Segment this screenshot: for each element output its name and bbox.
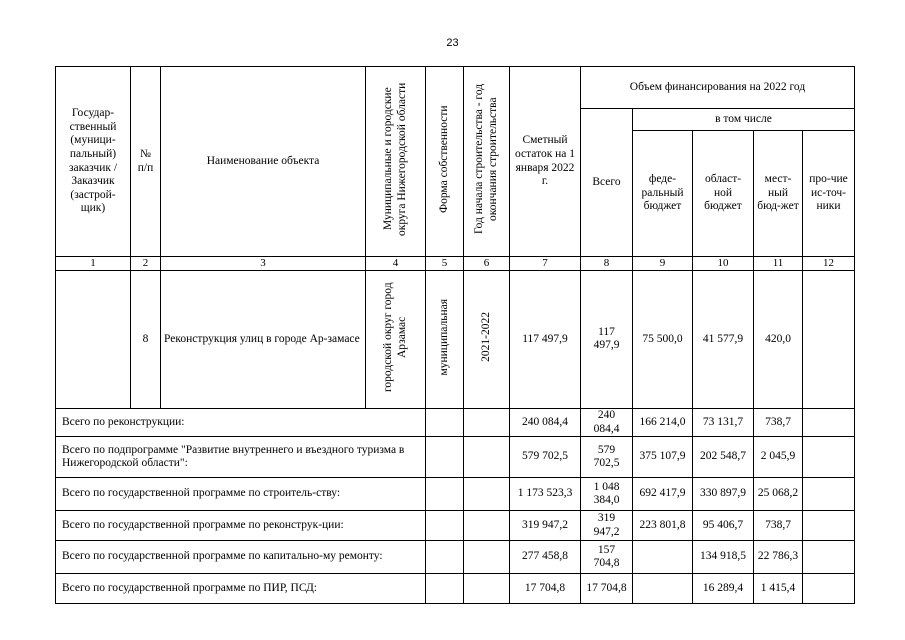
summary-label: Всего по реконструкции: [56, 408, 426, 436]
object-ownership [426, 270, 464, 408]
object-municipality [366, 270, 426, 408]
col-num-12: 12 [803, 257, 855, 271]
object-ownership-text: муниципальная [437, 298, 450, 376]
summary-label: Всего по государственной программе по капитально-му ремонту: [56, 541, 426, 574]
page-number: 23 [446, 37, 459, 49]
object-estimate-balance: 117 497,9 [510, 270, 581, 408]
col-num-1: 1 [56, 257, 131, 271]
summary-local: 738,7 [754, 408, 803, 436]
summary-federal: 166 214,0 [633, 408, 693, 436]
object-name: Реконструкция улиц в городе Ар-замасе [161, 270, 366, 408]
summary-estimate-balance: 277 458,8 [510, 541, 581, 574]
summary-other [803, 408, 855, 436]
summary-label: Всего по подпрограмме "Развитие внутреннего и въездного туризма в Нижегородской области": [56, 437, 426, 478]
summary-row [56, 541, 855, 574]
header-ownership [426, 67, 464, 257]
summary-empty-cell [426, 408, 464, 436]
object-total: 117 497,9 [581, 270, 633, 408]
summary-total: 17 704,8 [581, 574, 633, 604]
summary-regional: 330 897,9 [693, 478, 754, 511]
object-num: 8 [131, 270, 161, 408]
summary-other [803, 541, 855, 574]
header-years-text: Год начала строительства - год окончания строительства [472, 84, 499, 235]
col-num-2: 2 [131, 257, 161, 271]
header-regional: област-ной бюджет [693, 131, 754, 257]
object-local: 420,0 [754, 270, 803, 408]
summary-estimate-balance: 1 173 523,3 [510, 478, 581, 511]
summary-empty-cell [426, 511, 464, 541]
header-including: в том числе [633, 109, 855, 131]
summary-regional: 73 131,7 [693, 408, 754, 436]
summary-other [803, 437, 855, 478]
summary-local: 1 415,4 [754, 574, 803, 604]
header-total: Всего [581, 109, 633, 257]
header-other: про-чие ис-точ-ники [803, 131, 855, 257]
summary-regional: 95 406,7 [693, 511, 754, 541]
budget-table [55, 66, 855, 604]
summary-estimate-balance: 579 702,5 [510, 437, 581, 478]
summary-label: Всего по государственной программе по реконструк-ции: [56, 511, 426, 541]
summary-row [56, 511, 855, 541]
header-municipality-text: Муниципальные и городские округа Нижегородской области [381, 82, 408, 236]
summary-label: Всего по государственной программе по ПИР, ПСД: [56, 574, 426, 604]
summary-empty-cell [464, 437, 510, 478]
object-municipality-text: городской округ город Арзамас [381, 282, 408, 392]
summary-local: 22 786,3 [754, 541, 803, 574]
col-num-8: 8 [581, 257, 633, 271]
summary-row [56, 574, 855, 604]
summary-estimate-balance: 240 084,4 [510, 408, 581, 436]
col-num-3: 3 [161, 257, 366, 271]
summary-row [56, 437, 855, 478]
summary-other [803, 511, 855, 541]
col-num-10: 10 [693, 257, 754, 271]
summary-empty-cell [464, 408, 510, 436]
summary-other [803, 478, 855, 511]
summary-total: 1 048 384,0 [581, 478, 633, 511]
header-customer: Государ-ственный (муници-пальный) заказчик / Заказчик (застрой-щик) [56, 67, 131, 257]
summary-federal [633, 574, 693, 604]
object-customer [56, 270, 131, 408]
summary-other [803, 574, 855, 604]
summary-total: 157 704,8 [581, 541, 633, 574]
summary-row [56, 478, 855, 511]
summary-federal [633, 541, 693, 574]
summary-regional: 202 548,7 [693, 437, 754, 478]
summary-empty-cell [426, 478, 464, 511]
summary-empty-cell [426, 574, 464, 604]
header-estimate-balance: Сметный остаток на 1 января 2022 г. [510, 67, 581, 257]
summary-local: 25 068,2 [754, 478, 803, 511]
summary-empty-cell [426, 541, 464, 574]
summary-federal: 223 801,8 [633, 511, 693, 541]
table-row-object [56, 270, 855, 408]
summary-total: 319 947,2 [581, 511, 633, 541]
header-num: № п/п [131, 67, 161, 257]
summary-total: 240 084,4 [581, 408, 633, 436]
object-other [803, 270, 855, 408]
col-num-9: 9 [633, 257, 693, 271]
header-object-name: Наименование объекта [161, 67, 366, 257]
object-years-text: 2021-2022 [479, 312, 492, 363]
summary-regional: 16 289,4 [693, 574, 754, 604]
header-local: мест-ный бюд-жет [754, 131, 803, 257]
col-num-5: 5 [426, 257, 464, 271]
summary-empty-cell [426, 437, 464, 478]
object-regional: 41 577,9 [693, 270, 754, 408]
summary-estimate-balance: 319 947,2 [510, 511, 581, 541]
summary-local: 2 045,9 [754, 437, 803, 478]
header-federal: феде-ральный бюджет [633, 131, 693, 257]
summary-empty-cell [464, 541, 510, 574]
header-years [464, 67, 510, 257]
summary-federal: 375 107,9 [633, 437, 693, 478]
header-ownership-text: Форма собственности [437, 105, 450, 213]
object-federal: 75 500,0 [633, 270, 693, 408]
object-years [464, 270, 510, 408]
summary-row [56, 408, 855, 436]
summary-empty-cell [464, 478, 510, 511]
header-funding-volume: Объем финансирования на 2022 год [581, 67, 855, 109]
summary-empty-cell [464, 511, 510, 541]
col-num-6: 6 [464, 257, 510, 271]
summary-total: 579 702,5 [581, 437, 633, 478]
col-num-11: 11 [754, 257, 803, 271]
summary-estimate-balance: 17 704,8 [510, 574, 581, 604]
summary-regional: 134 918,5 [693, 541, 754, 574]
summary-label: Всего по государственной программе по строитель-ству: [56, 478, 426, 511]
summary-federal: 692 417,9 [633, 478, 693, 511]
summary-empty-cell [464, 574, 510, 604]
col-num-7: 7 [510, 257, 581, 271]
summary-local: 738,7 [754, 511, 803, 541]
col-num-4: 4 [366, 257, 426, 271]
header-municipality [366, 67, 426, 257]
